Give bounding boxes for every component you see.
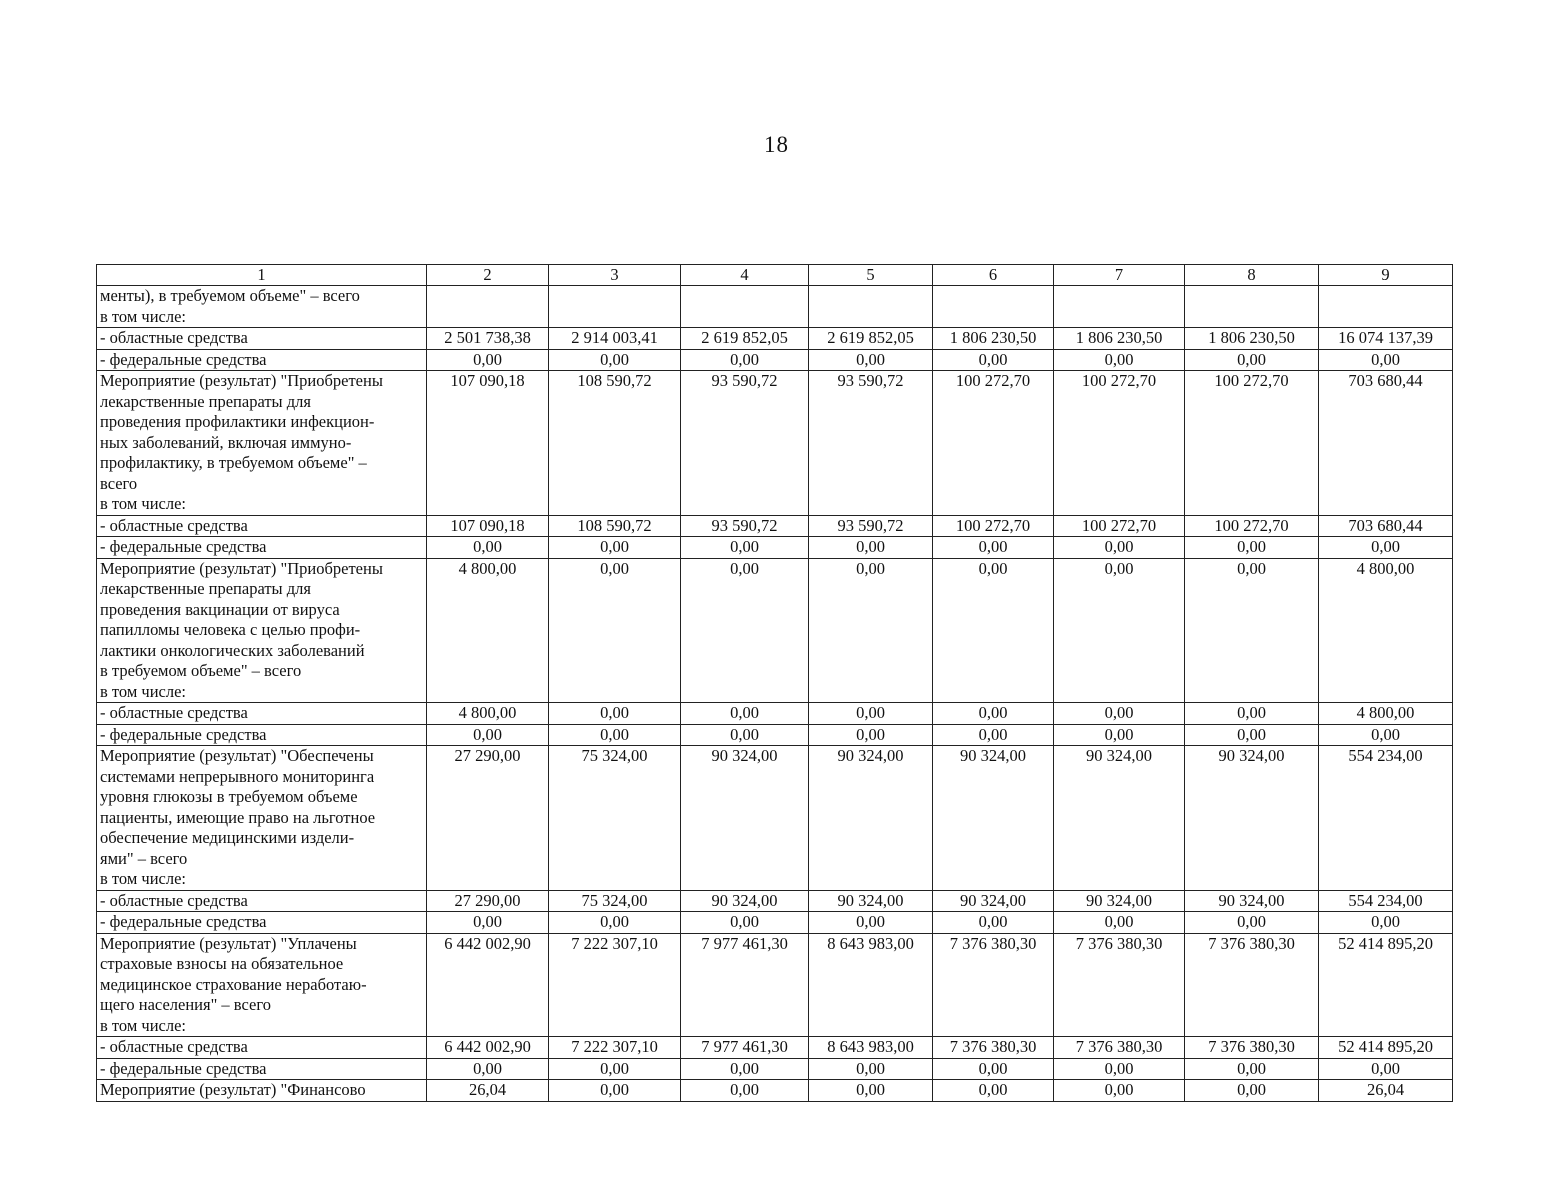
value-cell-col-7: 90 324,00: [1054, 746, 1185, 891]
row-label: [97, 746, 427, 891]
value-cell-col-8: 0,00: [1185, 558, 1319, 703]
value-cell-col-6: 7 376 380,30: [933, 1037, 1054, 1059]
row-label-line: ями" – всего: [100, 848, 188, 868]
value-cell-col-5: 0,00: [809, 349, 933, 371]
row-label: [97, 537, 427, 559]
value-cell-col-2: 6 442 002,90: [427, 933, 549, 1037]
value-cell-col-2: 0,00: [427, 912, 549, 934]
value-cell-col-8: 0,00: [1185, 349, 1319, 371]
column-number-7: 7: [1054, 265, 1185, 286]
value-cell-col-3: 75 324,00: [549, 746, 681, 891]
column-number-3: 3: [549, 265, 681, 286]
table-row: [97, 1080, 1453, 1102]
value-cell-col-2: 6 442 002,90: [427, 1037, 549, 1059]
row-label-line: - федеральные средства: [100, 349, 267, 369]
value-cell-col-7: 1 806 230,50: [1054, 328, 1185, 350]
table-row: [97, 703, 1453, 725]
page-number: 18: [764, 132, 789, 157]
row-label-line: лактики онкологических заболеваний: [100, 640, 365, 660]
value-cell-col-8: 0,00: [1185, 1058, 1319, 1080]
row-label-line: Мероприятие (результат) "Приобретены: [100, 371, 383, 390]
row-label: [97, 328, 427, 350]
row-label-line: - федеральные средства: [100, 912, 267, 931]
table-row: [97, 724, 1453, 746]
value-cell-col-5: 2 619 852,05: [809, 328, 933, 350]
value-cell-col-7: 0,00: [1054, 912, 1185, 934]
value-cell-col-4: 0,00: [681, 349, 809, 371]
row-label: [97, 1080, 427, 1102]
value-cell-col-4: 7 977 461,30: [681, 933, 809, 1037]
value-cell-col-5: 90 324,00: [809, 746, 933, 891]
row-label-line: лекарственные препараты для: [100, 579, 311, 598]
row-label-line: - федеральные средства: [100, 724, 267, 744]
value-cell-col-6: 90 324,00: [933, 746, 1054, 891]
row-label-line: Мероприятие (результат) "Приобретены: [100, 558, 383, 578]
value-cell-col-9: [1319, 286, 1453, 328]
value-cell-col-9: 554 234,00: [1319, 746, 1453, 891]
value-cell-col-7: 0,00: [1054, 1058, 1185, 1080]
row-label-line: медицинское страхование неработаю-: [100, 974, 367, 994]
value-cell-col-9: 0,00: [1319, 537, 1453, 559]
value-cell-col-7: 0,00: [1054, 1080, 1185, 1102]
value-cell-col-7: 0,00: [1054, 724, 1185, 746]
value-cell-col-7: 0,00: [1054, 558, 1185, 703]
row-label-line: Мероприятие (результат) "Обеспечены: [100, 746, 374, 765]
value-cell-col-6: 0,00: [933, 1058, 1054, 1080]
value-cell-col-2: 107 090,18: [427, 515, 549, 537]
row-label: [97, 933, 427, 1037]
row-label-line: менты), в требуемом объеме" – всего: [100, 286, 360, 305]
value-cell-col-3: 0,00: [549, 349, 681, 371]
value-cell-col-8: 100 272,70: [1185, 371, 1319, 516]
value-cell-col-4: 0,00: [681, 537, 809, 559]
value-cell-col-7: 0,00: [1054, 349, 1185, 371]
value-cell-col-5: 0,00: [809, 703, 933, 725]
value-cell-col-3: 0,00: [549, 724, 681, 746]
value-cell-col-7: 0,00: [1054, 703, 1185, 725]
value-cell-col-6: 1 806 230,50: [933, 328, 1054, 350]
value-cell-col-8: 0,00: [1185, 912, 1319, 934]
value-cell-col-6: [933, 286, 1054, 328]
value-cell-col-6: 0,00: [933, 703, 1054, 725]
row-label-line: уровня глюкозы в требуемом объеме: [100, 787, 358, 806]
value-cell-col-2: 0,00: [427, 537, 549, 559]
row-label-line: папилломы человека с целью профи-: [100, 620, 361, 639]
value-cell-col-6: 100 272,70: [933, 515, 1054, 537]
value-cell-col-9: 0,00: [1319, 912, 1453, 934]
row-label-line: лекарственные препараты для: [100, 391, 311, 411]
row-label: [97, 558, 427, 703]
value-cell-col-4: 90 324,00: [681, 890, 809, 912]
value-cell-col-2: [427, 286, 549, 328]
value-cell-col-3: 0,00: [549, 703, 681, 725]
row-label-line: Мероприятие (результат) "Уплачены: [100, 933, 357, 953]
row-label-line: в том числе:: [100, 1015, 187, 1035]
value-cell-col-3: 0,00: [549, 558, 681, 703]
row-label-line: - областные средства: [100, 703, 248, 722]
value-cell-col-3: 0,00: [549, 1080, 681, 1102]
value-cell-col-5: 0,00: [809, 724, 933, 746]
row-label-line: страховые взносы на обязательное: [100, 954, 344, 973]
table-row: [97, 286, 1453, 328]
value-cell-col-3: 0,00: [549, 1058, 681, 1080]
table-row: [97, 371, 1453, 516]
value-cell-col-8: 7 376 380,30: [1185, 933, 1319, 1037]
value-cell-col-6: 90 324,00: [933, 890, 1054, 912]
value-cell-col-4: 93 590,72: [681, 515, 809, 537]
row-label-line: обеспечение медицинскими издели-: [100, 828, 355, 847]
table-row: [97, 890, 1453, 912]
value-cell-col-4: 90 324,00: [681, 746, 809, 891]
column-number-1: 1: [97, 265, 427, 286]
value-cell-col-7: 7 376 380,30: [1054, 933, 1185, 1037]
row-label: [97, 724, 427, 746]
table-row: [97, 328, 1453, 350]
value-cell-col-9: 703 680,44: [1319, 515, 1453, 537]
value-cell-col-7: 100 272,70: [1054, 515, 1185, 537]
row-label-line: Мероприятие (результат) "Финансово: [100, 1080, 366, 1099]
column-number-row: [97, 265, 1453, 286]
value-cell-col-4: 0,00: [681, 1080, 809, 1102]
value-cell-col-4: 7 977 461,30: [681, 1037, 809, 1059]
value-cell-col-9: 703 680,44: [1319, 371, 1453, 516]
value-cell-col-5: 8 643 983,00: [809, 1037, 933, 1059]
row-label-line: ных заболеваний, включая иммуно-: [100, 432, 352, 452]
value-cell-col-4: 0,00: [681, 724, 809, 746]
value-cell-col-9: 0,00: [1319, 1058, 1453, 1080]
row-label-line: - областные средства: [100, 1037, 248, 1056]
value-cell-col-4: [681, 286, 809, 328]
column-number-6: 6: [933, 265, 1054, 286]
row-label: [97, 890, 427, 912]
row-label-line: - федеральные средства: [100, 1058, 267, 1078]
budget-table: [96, 264, 1453, 1102]
value-cell-col-9: 554 234,00: [1319, 890, 1453, 912]
row-label-line: в том числе:: [100, 494, 187, 513]
row-label-line: профилактику, в требуемом объеме" –: [100, 453, 367, 472]
value-cell-col-6: 0,00: [933, 724, 1054, 746]
value-cell-col-8: 0,00: [1185, 703, 1319, 725]
value-cell-col-3: 2 914 003,41: [549, 328, 681, 350]
value-cell-col-5: 0,00: [809, 912, 933, 934]
value-cell-col-8: 90 324,00: [1185, 890, 1319, 912]
value-cell-col-4: 0,00: [681, 558, 809, 703]
value-cell-col-6: 0,00: [933, 349, 1054, 371]
row-label-line: системами непрерывного мониторинга: [100, 766, 375, 786]
row-label: [97, 703, 427, 725]
value-cell-col-2: 0,00: [427, 349, 549, 371]
table-row: [97, 558, 1453, 703]
value-cell-col-8: 100 272,70: [1185, 515, 1319, 537]
value-cell-col-6: 0,00: [933, 1080, 1054, 1102]
row-label-line: - областные средства: [100, 515, 248, 535]
value-cell-col-9: 4 800,00: [1319, 703, 1453, 725]
value-cell-col-4: 0,00: [681, 912, 809, 934]
value-cell-col-7: 100 272,70: [1054, 371, 1185, 516]
row-label-line: - областные средства: [100, 890, 248, 910]
value-cell-col-4: 0,00: [681, 703, 809, 725]
value-cell-col-9: 4 800,00: [1319, 558, 1453, 703]
value-cell-col-3: 0,00: [549, 912, 681, 934]
row-label: [97, 371, 427, 516]
row-label-line: всего: [100, 473, 138, 493]
value-cell-col-9: 0,00: [1319, 349, 1453, 371]
column-number-2: 2: [427, 265, 549, 286]
value-cell-col-5: 8 643 983,00: [809, 933, 933, 1037]
value-cell-col-2: 107 090,18: [427, 371, 549, 516]
value-cell-col-2: 4 800,00: [427, 558, 549, 703]
value-cell-col-9: 52 414 895,20: [1319, 933, 1453, 1037]
value-cell-col-2: 0,00: [427, 1058, 549, 1080]
value-cell-col-8: 1 806 230,50: [1185, 328, 1319, 350]
value-cell-col-5: 0,00: [809, 558, 933, 703]
value-cell-col-3: 7 222 307,10: [549, 933, 681, 1037]
value-cell-col-3: 7 222 307,10: [549, 1037, 681, 1059]
table-row: [97, 746, 1453, 891]
value-cell-col-3: 0,00: [549, 537, 681, 559]
value-cell-col-9: 16 074 137,39: [1319, 328, 1453, 350]
value-cell-col-5: 93 590,72: [809, 371, 933, 516]
value-cell-col-6: 0,00: [933, 558, 1054, 703]
column-number-5: 5: [809, 265, 933, 286]
value-cell-col-8: 90 324,00: [1185, 746, 1319, 891]
row-label: [97, 1037, 427, 1059]
value-cell-col-7: [1054, 286, 1185, 328]
row-label-line: щего населения" – всего: [100, 995, 271, 1014]
value-cell-col-8: 0,00: [1185, 724, 1319, 746]
value-cell-col-5: 0,00: [809, 537, 933, 559]
value-cell-col-8: 7 376 380,30: [1185, 1037, 1319, 1059]
column-number-4: 4: [681, 265, 809, 286]
value-cell-col-3: 108 590,72: [549, 371, 681, 516]
value-cell-col-9: 52 414 895,20: [1319, 1037, 1453, 1059]
row-label: [97, 286, 427, 328]
value-cell-col-3: 75 324,00: [549, 890, 681, 912]
value-cell-col-8: 0,00: [1185, 537, 1319, 559]
column-number-8: 8: [1185, 265, 1319, 286]
value-cell-col-2: 27 290,00: [427, 746, 549, 891]
value-cell-col-5: 0,00: [809, 1058, 933, 1080]
table-row: [97, 933, 1453, 1037]
value-cell-col-4: 0,00: [681, 1058, 809, 1080]
value-cell-col-2: 4 800,00: [427, 703, 549, 725]
table-row: [97, 912, 1453, 934]
column-number-9: 9: [1319, 265, 1453, 286]
row-label-line: в том числе:: [100, 306, 187, 326]
row-label: [97, 515, 427, 537]
value-cell-col-7: 7 376 380,30: [1054, 1037, 1185, 1059]
value-cell-col-3: 108 590,72: [549, 515, 681, 537]
value-cell-col-8: 0,00: [1185, 1080, 1319, 1102]
value-cell-col-3: [549, 286, 681, 328]
row-label-line: в требуемом объеме" – всего: [100, 661, 302, 680]
value-cell-col-5: 93 590,72: [809, 515, 933, 537]
value-cell-col-2: 0,00: [427, 724, 549, 746]
value-cell-col-4: 2 619 852,05: [681, 328, 809, 350]
table-row: [97, 515, 1453, 537]
value-cell-col-8: [1185, 286, 1319, 328]
value-cell-col-2: 27 290,00: [427, 890, 549, 912]
value-cell-col-5: [809, 286, 933, 328]
value-cell-col-6: 7 376 380,30: [933, 933, 1054, 1037]
value-cell-col-2: 2 501 738,38: [427, 328, 549, 350]
table-row: [97, 349, 1453, 371]
value-cell-col-9: 26,04: [1319, 1080, 1453, 1102]
value-cell-col-6: 100 272,70: [933, 371, 1054, 516]
row-label-line: пациенты, имеющие право на льготное: [100, 807, 376, 827]
row-label-line: в том числе:: [100, 869, 187, 888]
value-cell-col-7: 90 324,00: [1054, 890, 1185, 912]
table-row: [97, 1037, 1453, 1059]
table-body: [97, 265, 1453, 1102]
row-label-line: - федеральные средства: [100, 537, 267, 556]
value-cell-col-7: 0,00: [1054, 537, 1185, 559]
row-label-line: - областные средства: [100, 328, 248, 347]
table-row: [97, 537, 1453, 559]
value-cell-col-5: 90 324,00: [809, 890, 933, 912]
value-cell-col-6: 0,00: [933, 537, 1054, 559]
row-label-line: в том числе:: [100, 681, 187, 701]
row-label-line: проведения вакцинации от вируса: [100, 599, 340, 619]
value-cell-col-9: 0,00: [1319, 724, 1453, 746]
value-cell-col-5: 0,00: [809, 1080, 933, 1102]
value-cell-col-2: 26,04: [427, 1080, 549, 1102]
value-cell-col-4: 93 590,72: [681, 371, 809, 516]
row-label: [97, 1058, 427, 1080]
row-label: [97, 912, 427, 934]
value-cell-col-6: 0,00: [933, 912, 1054, 934]
row-label: [97, 349, 427, 371]
table-row: [97, 1058, 1453, 1080]
row-label-line: проведения профилактики инфекцион-: [100, 412, 375, 431]
